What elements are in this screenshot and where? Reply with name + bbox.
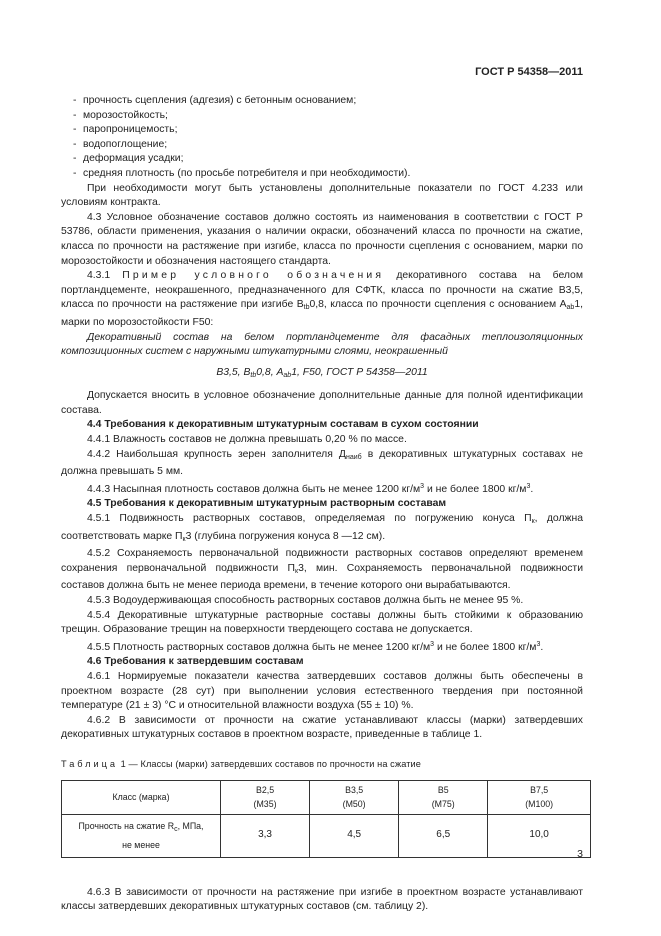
paragraph-4-3: 4.3 Условное обозначение составов должно состоять из наименования в соответствии с ГОСТ Р 53786, области применения, указания о наличии окраски, обозначений класса по прочности на сжатие, класса по прочности на растяжение при изгибе, класса по прочности сцепления с основанием, марки по морозостойкости и обозначения настоящего стандарта. — [61, 211, 583, 267]
document-body — [61, 94, 583, 915]
table-header-cell: В2,5 (М35) — [221, 780, 310, 814]
table-caption: Таблица 1 — Классы (марки) затвердевших составов по прочности на сжатие — [61, 758, 421, 769]
paragraph-4-5-4: 4.5.4 Декоративные штукатурные растворные составы должны быть стойкими к образованию трещин. Образование трещин на поверхности твердеющего состава не допускается. — [61, 609, 583, 636]
document-header: ГОСТ Р 54358—2011 — [475, 66, 583, 78]
table-cell: 4,5 — [310, 814, 399, 857]
list-item: - средняя плотность (по просьбе потребителя и при необходимости). — [73, 167, 411, 179]
paragraph-4-5-2: 4.5.2 Сохраняемость первоначальной подвижности растворных составов определяют временем сохранения первоначальной подвижности $П_к3$, мин. Сохраняемость первоначальной подвижности составов должна быть не менее периода времени, в течение которого они вырабатываются. — [61, 548, 583, 592]
paragraph-4-5-5: 4.5.5 Плотность растворных составов должна быть не менее 1200 $кг/м^3$ и не более 1800 $кг/м^3$. — [87, 640, 544, 653]
paragraph-4-4-3: 4.4.3 Насыпная плотность составов должна быть не менее 1200 $кг/м^3$ и не более 1800 $кг/м^3$. — [87, 482, 534, 495]
section-heading-4-4: 4.4 Требования к декоративным штукатурным составам в сухом состоянии — [87, 419, 479, 431]
page-number: 3 — [577, 848, 583, 860]
section-heading-4-5: 4.5 Требования к декоративным штукатурным растворным составам — [87, 498, 447, 510]
list-item: - деформация усадки; — [73, 153, 184, 165]
list-item: - водопоглощение; — [73, 138, 168, 150]
paragraph-4-3-1: 4.3.1 Пример условного обозначения декоративного состава на белом портландцементе, неокрашенного, предназначенного для СФТК, класса по прочности на сжатие В3,5, класса по прочности на растяжение при изгибе $В_{tb}0,8$, класса по прочности сцепления с основанием $А_{ab}1$, марки по морозостойкости F50: — [61, 270, 583, 328]
paragraph-4-4-2: 4.4.2 Наибольшая крупность зерен заполнителя $Д_{наиб}$ в декоративных штукатурных составах не должна превышать 5 мм. — [61, 448, 583, 478]
table-header-cell: В7,5 (М100) — [488, 780, 591, 814]
paragraph-4-6-3: 4.6.3 В зависимости от прочности на растяжение при изгибе в проектном возрасте устанавливают классы затвердевших декоративных штукатурных составов (см. таблицу 2). — [61, 886, 583, 913]
list-item: - прочность сцепления (адгезия) с бетонным основанием; — [73, 95, 357, 106]
spaced-heading: Пример условного обозначения — [122, 270, 385, 282]
table-row — [62, 780, 591, 814]
table-row-label: Прочность на сжатие $R_c$, МПа, не менее — [62, 814, 221, 857]
table-row — [62, 814, 591, 857]
example-designation-text: Декоративный состав на белом портландцементе для фасадных теплоизоляционных композиционных систем с наружными штукатурными слоями, неокрашенный — [61, 331, 583, 358]
table-header-cell: Класс (марка) — [62, 780, 221, 814]
table-cell: 10,0 — [488, 814, 591, 857]
paragraph-4-4-1: 4.4.1 Влажность составов не должна превышать 0,20 % по массе. — [87, 434, 407, 446]
paragraph-allow: Допускается вносить в условное обозначение дополнительные данные для полной идентификации состава. — [61, 390, 583, 416]
table-cell: 3,3 — [221, 814, 310, 857]
requirements-list — [61, 94, 583, 182]
strength-classes-table — [61, 780, 591, 858]
table-cell: 6,5 — [399, 814, 488, 857]
list-item: - морозостойкость; — [73, 109, 168, 121]
table-header-cell: В3,5 (М50) — [310, 780, 399, 814]
paragraph-4-6-2: 4.6.2 В зависимости от прочности на сжатие устанавливают классы (марки) затвердевших декоративных штукатурных составов в проектном возрасте, приведенные в таблице 1. — [61, 714, 583, 741]
example-code: В3,5, $В_{tb}0,8$, $А_{ab}1$, F50, ГОСТ Р 54358—2011 — [216, 366, 428, 379]
paragraph-4-5-3: 4.5.3 Водоудерживающая способность растворных составов должна быть не менее 95 %. — [87, 595, 524, 606]
section-heading-4-6: 4.6 Требования к затвердевшим составам — [87, 656, 304, 668]
list-item: - паропроницемость; — [73, 124, 178, 136]
table-header-cell: В5 (М75) — [399, 780, 488, 814]
paragraph-4-6-1: 4.6.1 Нормируемые показатели качества затвердевших составов должны быть обеспечены в проектном возрасте (28 сут) при выполнении условия естественного твердения при постоянной температуре (21 ± 3) °С и относительной влажности воздуха (55 ± 10) %. — [61, 670, 583, 712]
paragraph-extra-indicators: При необходимости могут быть установлены дополнительные показатели по ГОСТ 4.233 или условиям контракта. — [61, 182, 583, 209]
paragraph-4-5-1: 4.5.1 Подвижность растворных составов, определяемая по погружению конуса $П_к$, должна соответствовать марке $П_к3$ (глубина погружения конуса 8 —12 см). — [61, 513, 583, 543]
